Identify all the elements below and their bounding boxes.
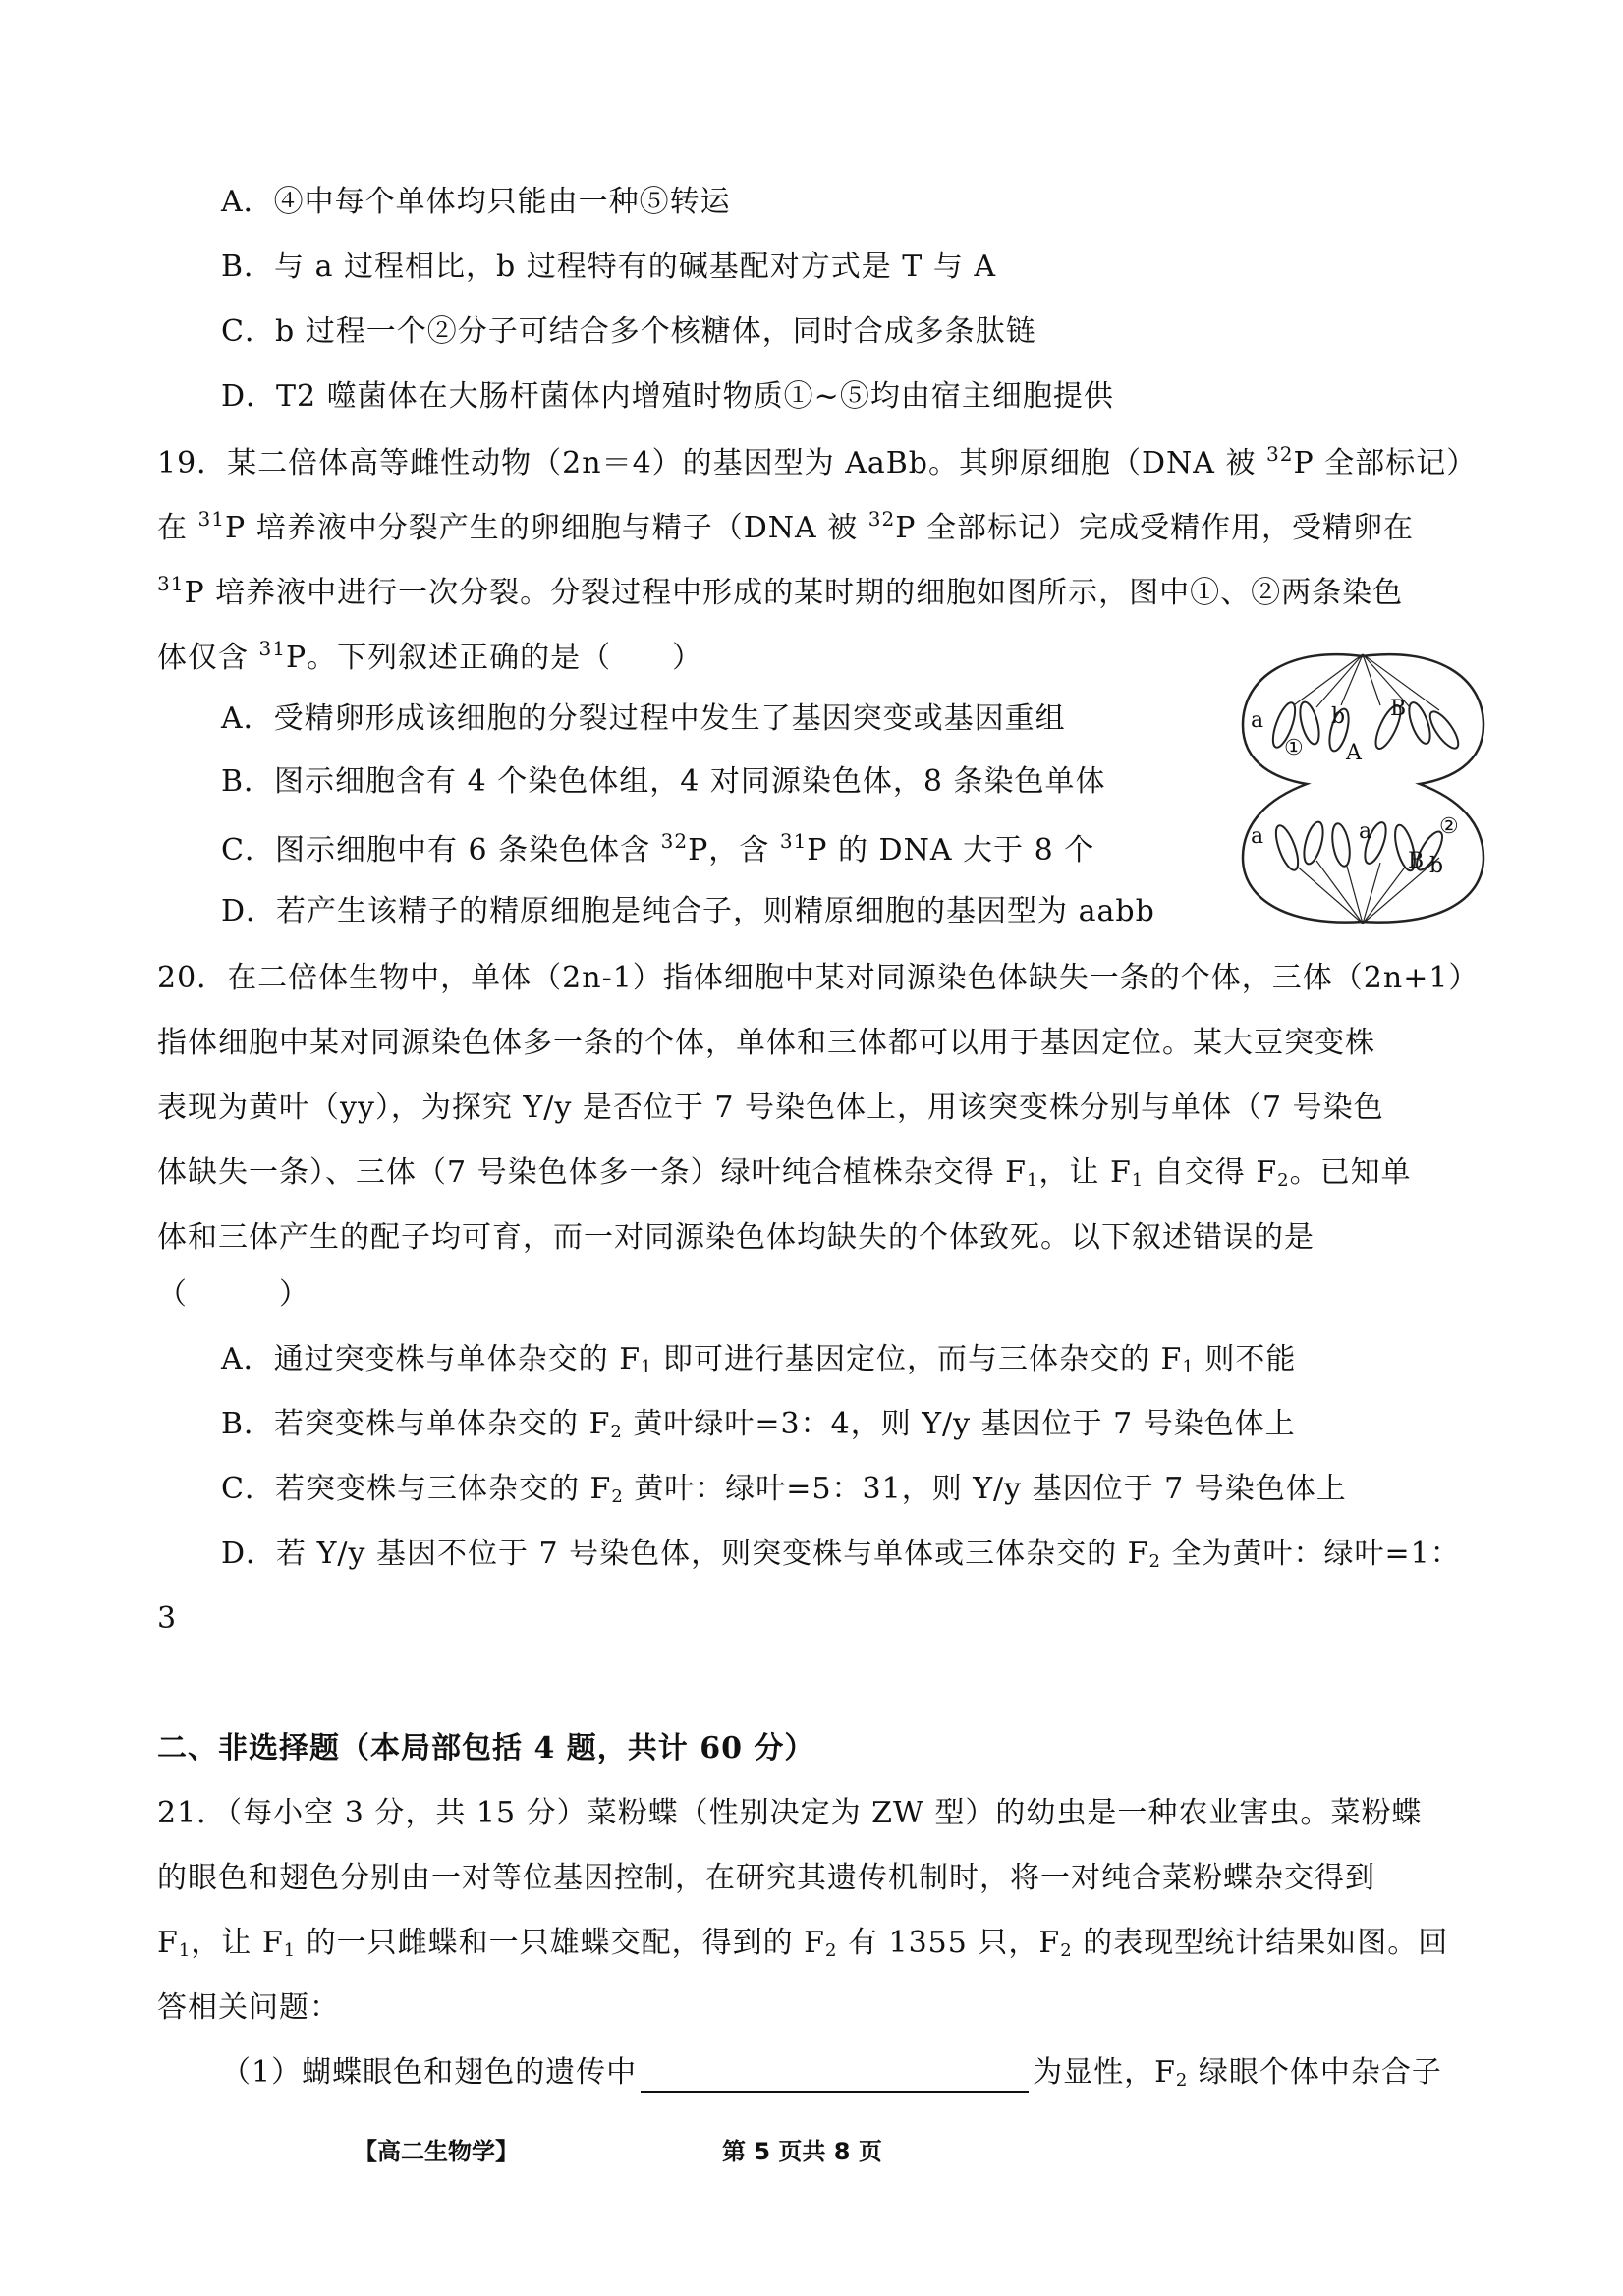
q20-option-c: C．若突变株与三体杂交的 $F_2$ 黄叶：绿叶=5：31，则 Y/y 基因位于 7 号染色体上 <box>221 1472 1347 1507</box>
q19-option-a: A．受精卵形成该细胞的分裂过程中发生了基因突变或基因重组 <box>221 701 1066 736</box>
footer-page-number: 第 5 页共 8 页 <box>722 2138 882 2165</box>
q20-stem-line-5: 体和三体产生的配子均可育，而一对同源染色体均缺失的个体致死。以下叙述错误的是 <box>157 1220 1315 1255</box>
q20-stem-line-1: 20．在二倍体生物中，单体（2n-1）指体细胞中某对同源染色体缺失一条的个体，三体（2n+1） <box>157 961 1480 995</box>
fig-label-b1: b <box>1331 704 1346 729</box>
fig-label-circle2: ② <box>1439 814 1459 839</box>
q21-stem-line-4: 答相关问题： <box>157 1990 340 2025</box>
q19-option-b: B．图示细胞含有 4 个染色体组，4 对同源染色体，8 条染色单体 <box>221 764 1106 799</box>
q20-option-a: A．通过突变株与单体杂交的 $F_1$ 即可进行基因定位，而与三体杂交的 $F_1$ 则不能 <box>221 1342 1297 1377</box>
q19-stem-line-2: 在 $^{31}$P 培养液中分裂产生的卵细胞与精子（DNA 被 $^{32}$P 全部标记）完成受精作用，受精卵在 <box>157 507 1414 545</box>
q18-option-d: D．T2 噬菌体在大肠杆菌体内增殖时物质①~⑤均由宿主细胞提供 <box>221 379 1114 414</box>
q19-stem-line-3: $^{31}$P 培养液中进行一次分裂。分裂过程中形成的某时期的细胞如图所示，图中①、②两条染色 <box>157 572 1404 610</box>
q20-stem-line-4: 体缺失一条）、三体（7 号染色体多一条）绿叶纯合植株杂交得 $F_1$，让 $F_1$ 自交得 $F_2$。已知单 <box>157 1155 1412 1191</box>
section-heading: 二、非选择题（本局部包括 4 题，共计 60 分） <box>157 1731 815 1765</box>
q21-stem-line-3: $F_1$，让 $F_1$ 的一只雌蝶和一只雄蝶交配，得到的 $F_2$ 有 1355 只，$F_2$ 的表现型统计结果如图。回 <box>157 1926 1449 1961</box>
q18-option-c: C．b 过程一个②分子可结合多个核糖体，同时合成多条肽链 <box>221 314 1036 349</box>
q21-stem-line-1: 21．（每小空 3 分，共 15 分）菜粉蝶（性别决定为 ZW 型）的幼虫是一种农业害虫。菜粉蝶 <box>157 1796 1423 1830</box>
q19-option-d: D．若产生该精子的精原细胞是纯合子，则精原细胞的基因型为 aabb <box>221 894 1155 928</box>
answer-blank[interactable] <box>641 2061 1029 2093</box>
q21-stem-line-2: 的眼色和翅色分别由一对等位基因控制，在研究其遗传机制时，将一对纯合菜粉蝶杂交得到 <box>157 1861 1375 1895</box>
q19-option-c: C．图示细胞中有 6 条染色体含 $^{32}$P，含 $^{31}$P 的 DNA 大于 8 个 <box>221 829 1095 868</box>
fig-label-B1: B <box>1390 697 1407 721</box>
q20-stem-line-3: 表现为黄叶（yy），为探究 Y/y 是否位于 7 号染色体上，用该突变株分别与单体（7 号染色 <box>157 1091 1384 1125</box>
footer-subject: 【高二生物学】 <box>354 2138 519 2165</box>
q20-option-b: B．若突变株与单体杂交的 $F_2$ 黄叶绿叶=3：4，则 Y/y 基因位于 7 号染色体上 <box>221 1407 1296 1442</box>
cell-division-figure <box>1233 637 1493 931</box>
fig-label-A1: A <box>1346 741 1362 765</box>
fig-label-B2: B <box>1408 849 1425 873</box>
fig-label-a1: a <box>1251 708 1264 733</box>
fig-label-a2: a <box>1251 824 1264 849</box>
q20-answer-paren: （ ） <box>157 1277 309 1312</box>
q19-stem-line-1: 19．某二倍体高等雌性动物（2n＝4）的基因型为 AaBb。其卵原细胞（DNA 被 $^{32}$P 全部标记） <box>157 442 1478 480</box>
fig-label-circle1: ① <box>1284 736 1304 760</box>
q20-option-d: D．若 Y/y 基因不位于 7 号染色体，则突变株与单体或三体杂交的 $F_2$ 全为黄叶：绿叶=1： <box>221 1537 1461 1572</box>
fig-label-a3: a <box>1359 819 1372 844</box>
fig-label-b2: b <box>1429 854 1444 878</box>
q21-part-1: （1）蝴蝶眼色和翅色的遗传中 为显性，$F_2$ 绿眼个体中杂合子 <box>221 2055 1442 2091</box>
q20-option-d-continued: 3 <box>157 1601 178 1636</box>
q19-stem-line-4: 体仅含 $^{31}$P。下列叙述正确的是（ ） <box>157 637 703 675</box>
q18-option-a: A．④中每个单体均只能由一种⑤转运 <box>221 185 731 219</box>
q20-stem-line-2: 指体细胞中某对同源染色体多一条的个体，单体和三体都可以用于基因定位。某大豆突变株 <box>157 1026 1375 1060</box>
q18-option-b: B．与 a 过程相比，b 过程特有的碱基配对方式是 T 与 A <box>221 250 997 284</box>
